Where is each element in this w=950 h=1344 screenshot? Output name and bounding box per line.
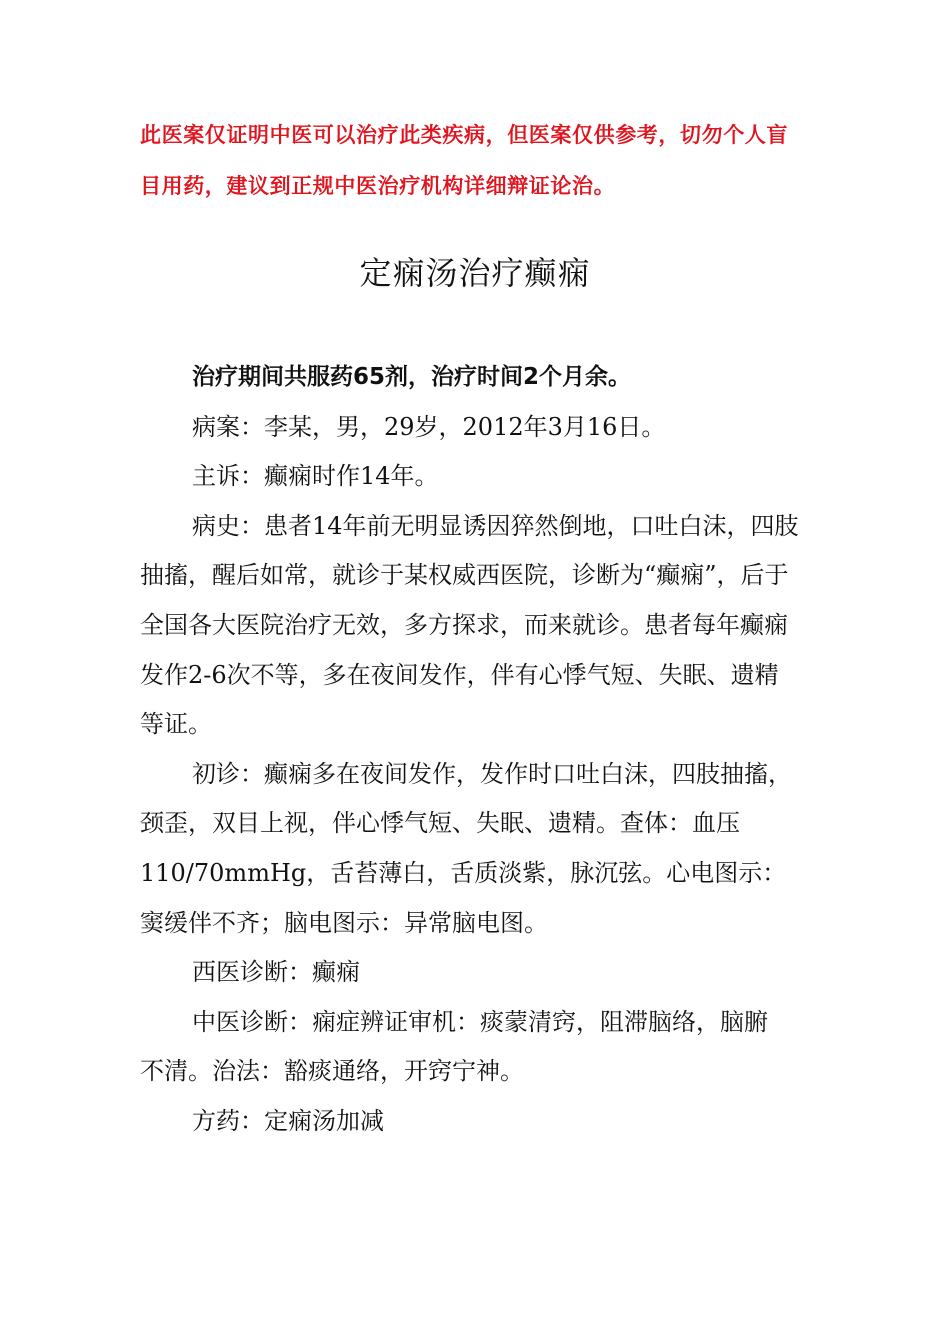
disclaimer-notice: 此医案仅证明中医可以治疗此类疾病，但医案仅供参考，切勿个人盲目用药，建议到正规中医治疗机构详细辩证论治。 [140, 123, 788, 198]
treatment-summary: 治疗期间共服药65剂，治疗时间2个月余。 [192, 364, 632, 390]
western-diagnosis: 西医诊断：癫痫 [192, 958, 360, 987]
document-body [140, 353, 800, 1147]
document-title: 定痫汤治疗癫痫 [359, 254, 591, 292]
medical-history: 病史：患者14年前无明显诱因猝然倒地，口吐白沫，四肢抽搐，醒后如常，就诊于某权威西医院，诊断为“癫痫”，后于全国各大医院治疗无效，多方探求，而来就诊。患者每年癫痫发作2-6次不等，多在夜间发作，伴有心悸气短、失眠、遗精等证。 [140, 511, 799, 739]
prescription: 方药：定痫汤加减 [192, 1106, 384, 1135]
tcm-diagnosis: 中医诊断：痫症辨证审机：痰蒙清窍，阻滞脑络，脑腑不清。治法：豁痰通络，开窍宁神。 [140, 1007, 768, 1086]
case-info: 病案：李某，男，29岁，2012年3月16日。 [192, 412, 666, 441]
first-visit: 初诊：癫痫多在夜间发作，发作时口吐白沫，四肢抽搐，颈歪，双目上视，伴心悸气短、失眠、遗精。查体：血压110/70mmHg，舌苔薄白，舌质淡紫，脉沉弦。心电图示：窦缓伴不齐；脑电图示：异常脑电图。 [140, 759, 792, 937]
chief-complaint: 主诉：癫痫时作14年。 [192, 462, 439, 491]
